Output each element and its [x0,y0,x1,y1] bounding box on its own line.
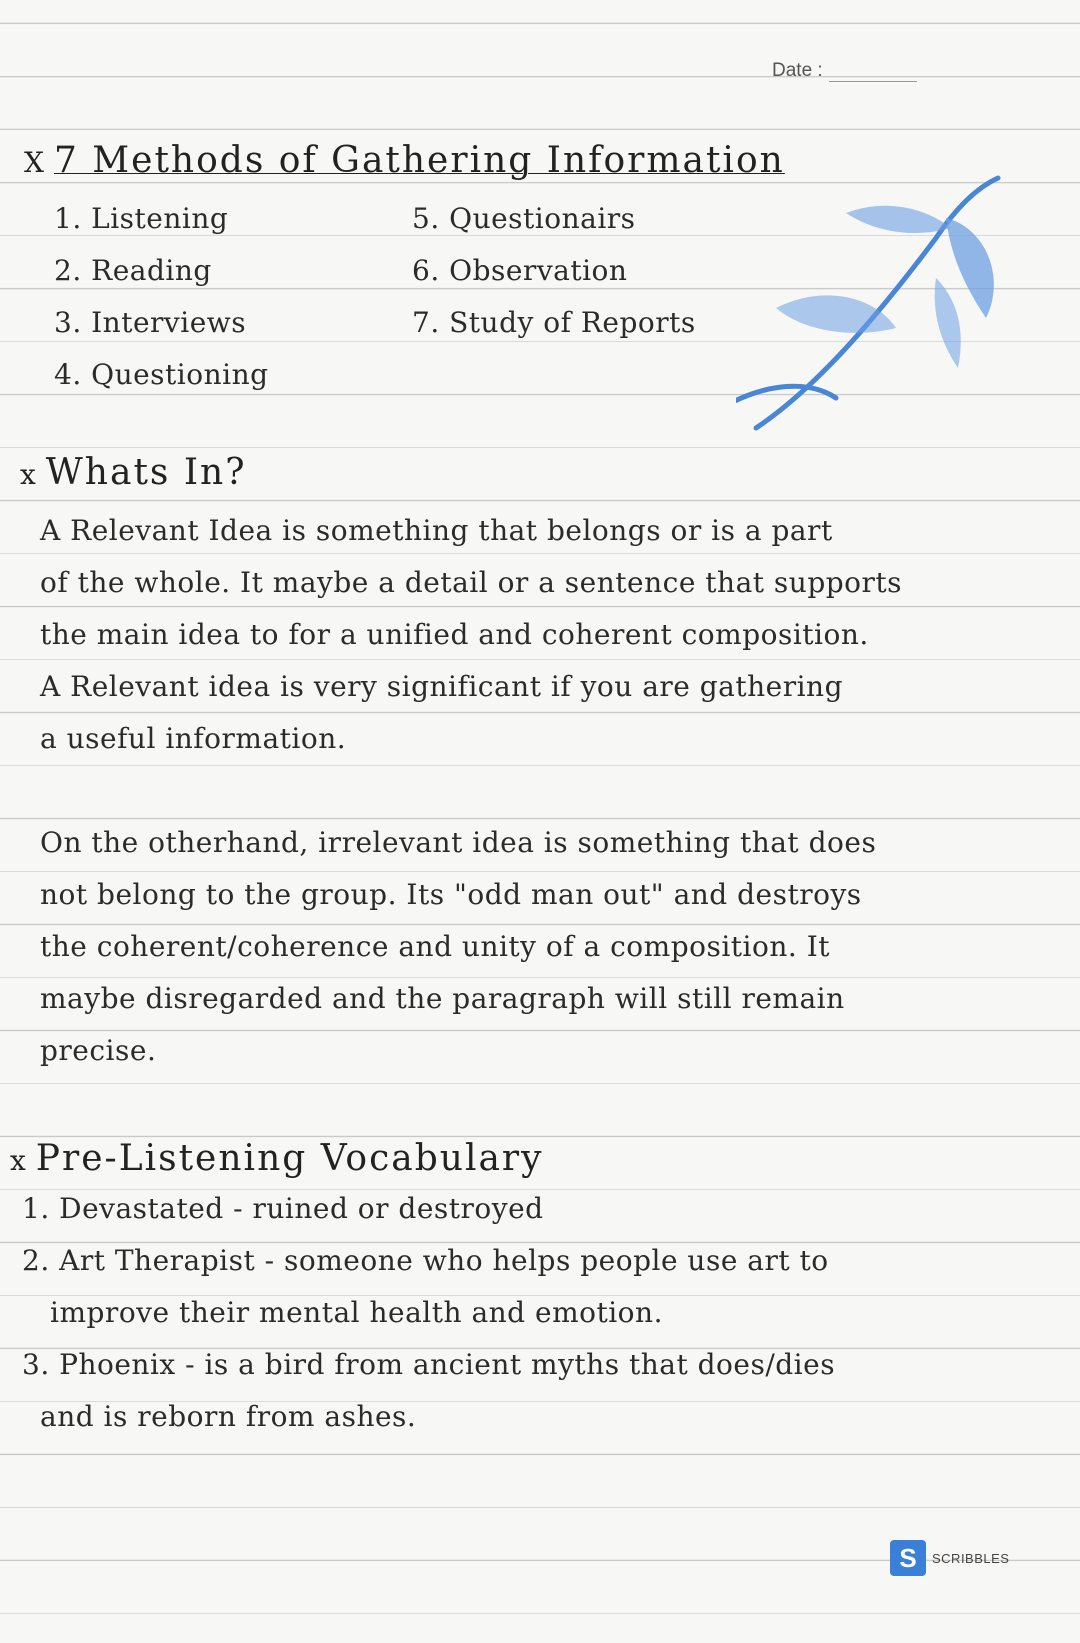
method-item: 6. Observation [412,254,628,287]
date-blank-line [829,81,917,82]
paragraph-line: not belong to the group. Its "odd man out" and destroys [40,878,862,911]
section3-heading [10,1138,543,1179]
paragraph-line: the main idea to for a unified and coherent composition. [40,618,869,651]
paragraph-line: of the whole. It maybe a detail or a sentence that supports [40,566,903,599]
scribbles-logo [890,1540,1009,1576]
paragraph-line: A Relevant Idea is something that belongs or is a part [40,514,833,547]
vocab-item-continuation: and is reborn from ashes. [40,1400,417,1433]
vocab-item-continuation: improve their mental health and emotion. [50,1296,663,1329]
section1-mark: X [24,146,46,179]
paragraph-line: the coherent/coherence and unity of a composition. It [40,930,831,963]
method-item: 1. Listening [54,202,229,235]
section2-title: Whats In? [45,452,247,493]
method-item: 2. Reading [54,254,212,287]
paragraph-line: A Relevant idea is very significant if you are gathering [40,670,844,703]
section2-heading [20,452,247,493]
section1-title: 7 Methods of Gathering Information [53,140,785,181]
paragraph-line: precise. [40,1034,157,1067]
date-field [772,60,917,82]
method-item: 5. Questionairs [412,202,636,235]
scribbles-logo-text: SCRIBBLES [932,1550,1010,1566]
section1-heading [24,140,785,181]
paragraph-line: On the otherhand, irrelevant idea is something that does [40,826,877,859]
section3-title: Pre-Listening Vocabulary [35,1138,544,1179]
paragraph-line: maybe disregarded and the paragraph will still remain [40,982,845,1015]
date-label: Date : [772,60,823,81]
vocab-item: 2. Art Therapist - someone who helps people use art to [22,1244,829,1277]
paragraph-line: a useful information. [40,722,347,755]
vocab-item: 1. Devastated - ruined or destroyed [22,1192,544,1225]
method-item: 4. Questioning [54,358,269,391]
leaf-branch-icon [736,168,1016,458]
scribbles-logo-icon: S [890,1540,926,1576]
method-item: 7. Study of Reports [412,306,696,339]
section2-mark: x [20,458,38,491]
vocab-item: 3. Phoenix - is a bird from ancient myths that does/dies [22,1348,836,1381]
method-item: 3. Interviews [54,306,247,339]
section3-mark: x [10,1144,28,1177]
